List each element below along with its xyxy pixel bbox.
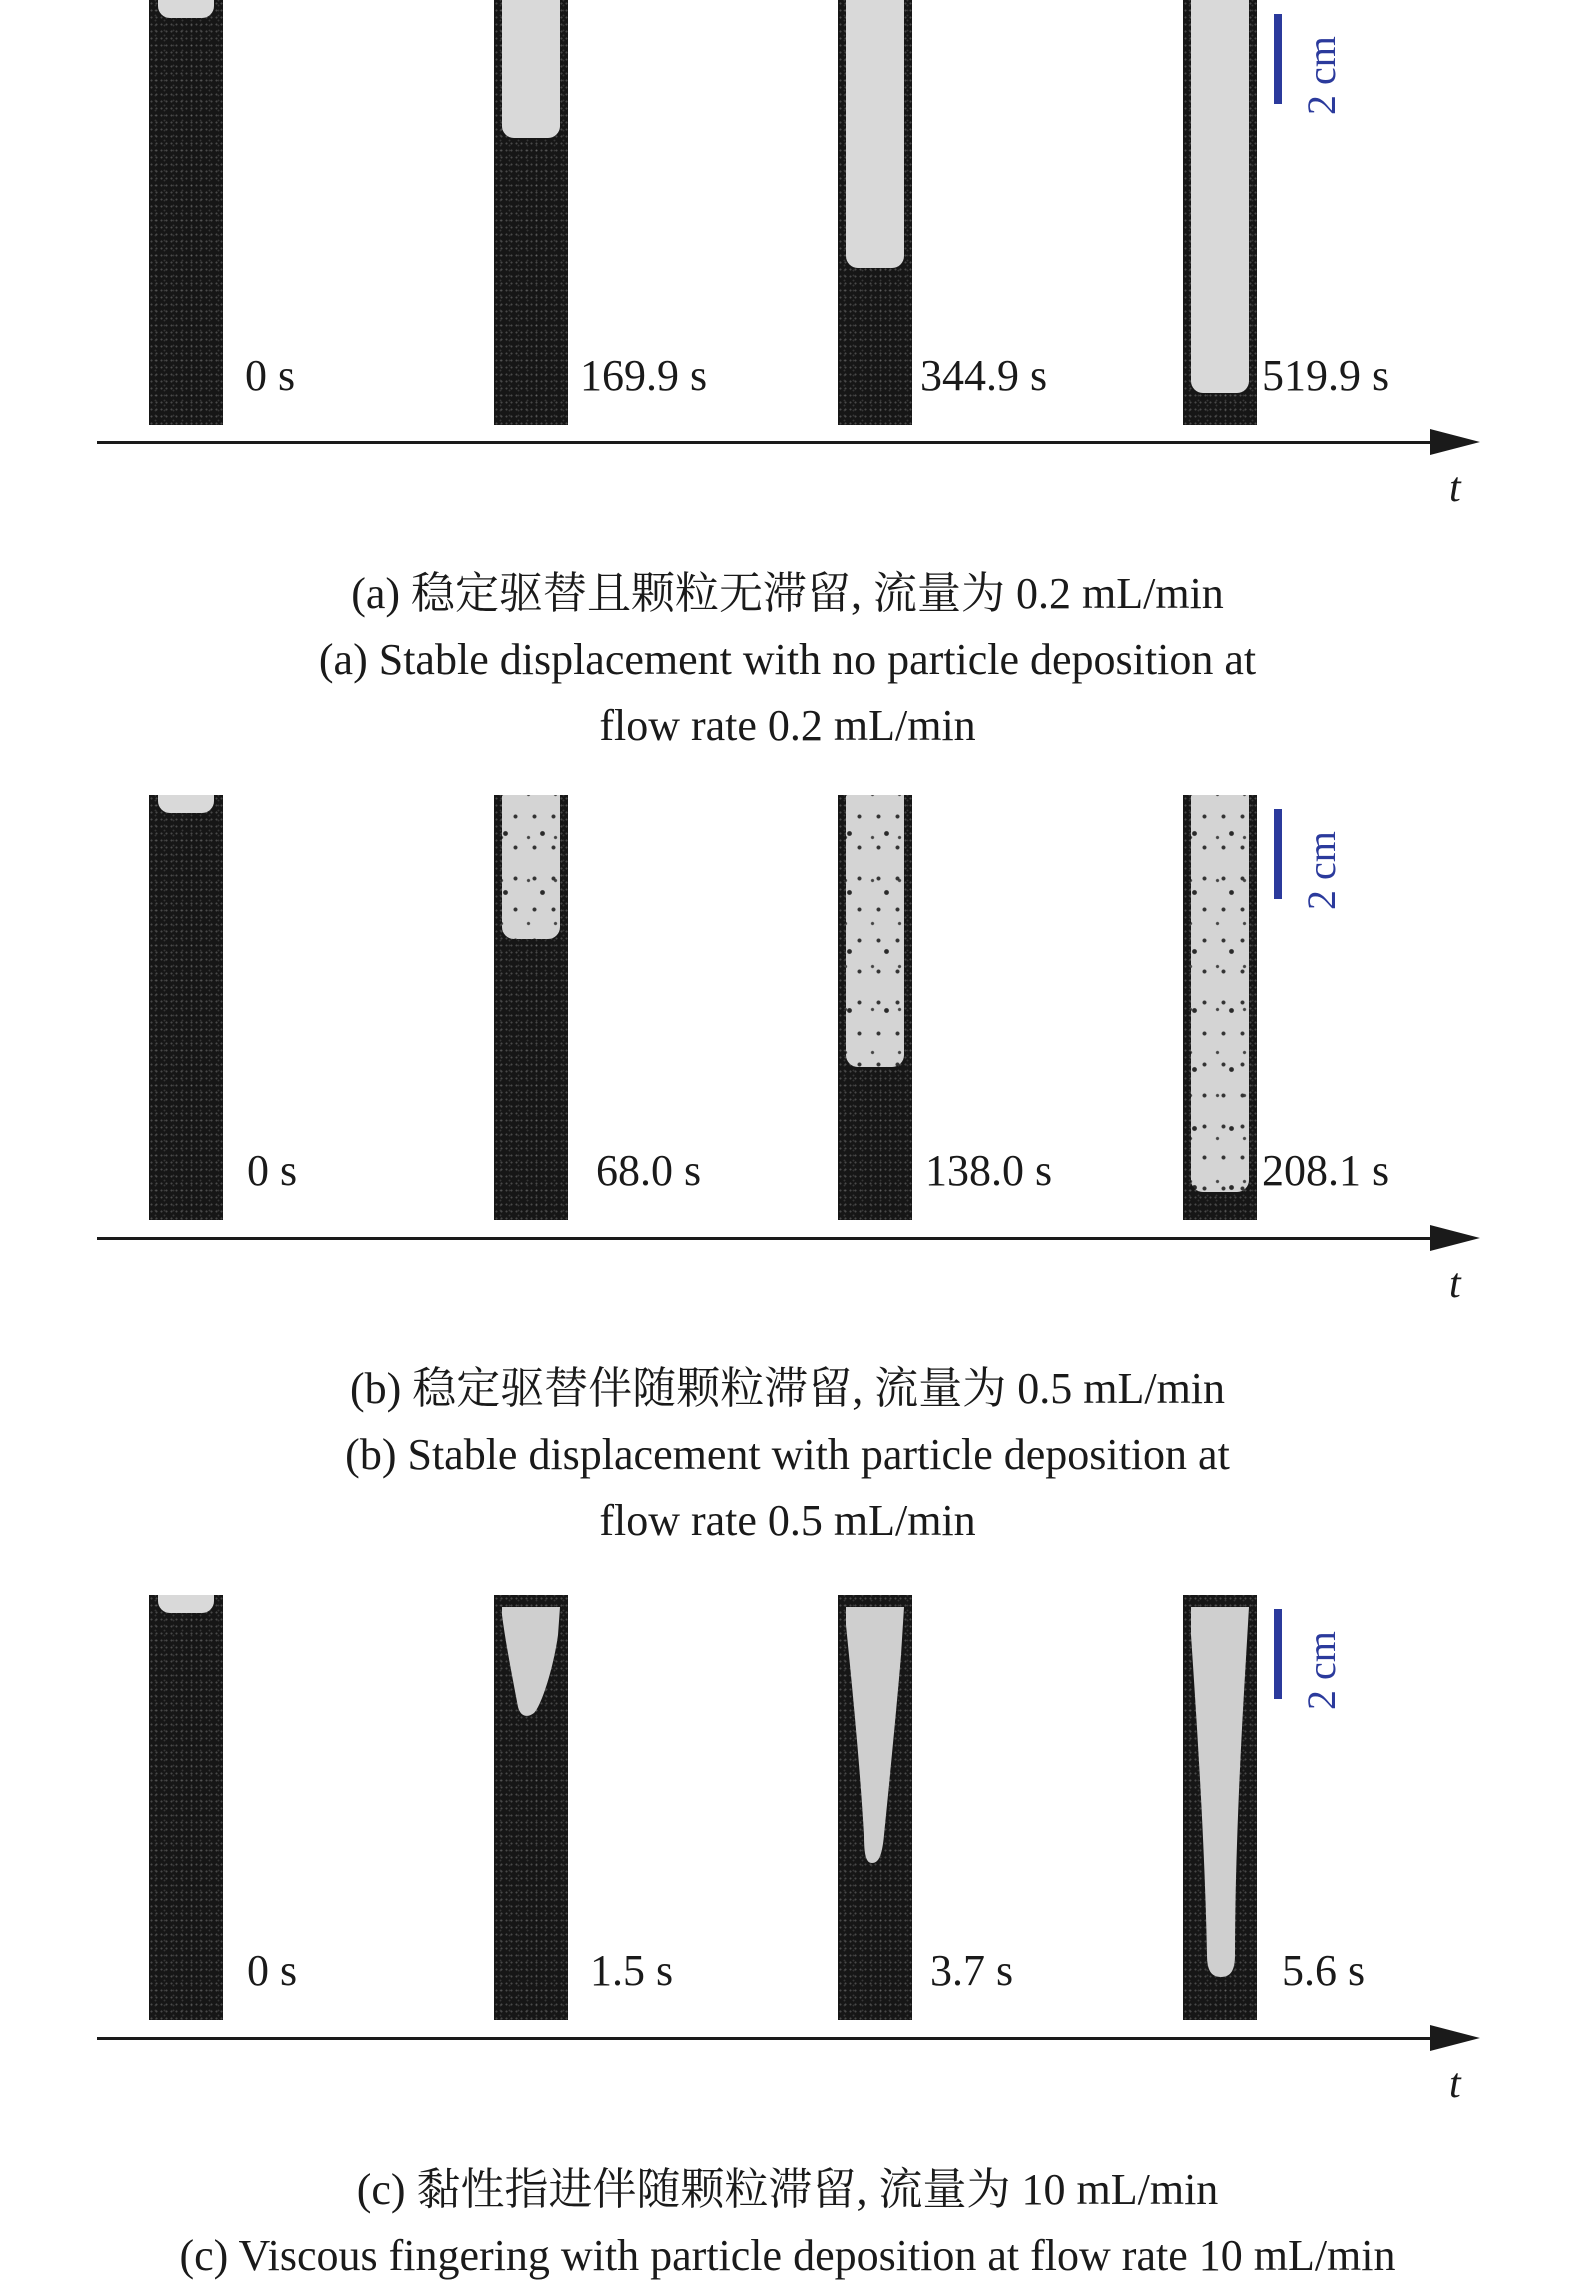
caption-english: (b) Stable displacement with particle deposition at	[345, 1430, 1230, 1479]
scale-bar	[1274, 809, 1282, 899]
scale-label: 2 cm	[1299, 831, 1344, 910]
time-label: 169.9 s	[580, 351, 708, 400]
tube-frame-b3	[838, 795, 912, 1220]
time-label: 3.7 s	[930, 1946, 1014, 1995]
displacing-fluid	[846, 0, 904, 268]
time-axis	[97, 1237, 1467, 1240]
time-label: 0 s	[247, 1946, 298, 1995]
time-axis-label: t	[1449, 2061, 1461, 2107]
viscous-finger	[838, 1595, 912, 2020]
scale-bar	[1274, 14, 1282, 104]
tube-frame-a3	[838, 0, 912, 425]
displacing-fluid	[1191, 0, 1249, 393]
caption-english-line2: flow rate 0.2 mL/min	[599, 701, 976, 750]
tube-frame-a1	[149, 0, 223, 425]
time-label: 68.0 s	[596, 1146, 702, 1195]
displacing-fluid	[158, 1595, 214, 1613]
tube-frame-a4	[1183, 0, 1257, 425]
caption-english-line2: flow rate 0.5 mL/min	[599, 1496, 976, 1545]
time-axis-arrowhead	[1430, 429, 1480, 455]
tube-frame-c2	[494, 1595, 568, 2020]
viscous-finger	[494, 1595, 568, 2020]
displacing-fluid	[158, 0, 214, 18]
time-label: 5.6 s	[1282, 1946, 1366, 1995]
caption-chinese: (c) 黏性指进伴随颗粒滞留, 流量为 10 mL/min	[356, 2165, 1219, 2214]
scale-bar	[1274, 1609, 1282, 1699]
displacing-fluid	[158, 795, 214, 813]
tube-frame-b1	[149, 795, 223, 1220]
time-axis-label: t	[1449, 1261, 1461, 1307]
panel-c	[0, 1595, 1575, 2294]
tube-frame-c4	[1183, 1595, 1257, 2020]
displacing-fluid	[502, 0, 560, 138]
tube-frame-b2	[494, 795, 568, 1220]
scale-label: 2 cm	[1299, 1631, 1344, 1710]
caption-english: (a) Stable displacement with no particle deposition at	[318, 635, 1257, 684]
tube-frame-b4	[1183, 795, 1257, 1220]
viscous-finger	[1183, 1595, 1257, 2020]
scale-label: 2 cm	[1299, 36, 1344, 115]
tube-frame-c1	[149, 1595, 223, 2020]
tube-frame-a2	[494, 0, 568, 425]
displacing-fluid-with-particles	[1191, 795, 1249, 1192]
time-label: 208.1 s	[1262, 1146, 1390, 1195]
time-axis-arrowhead	[1430, 2025, 1480, 2051]
time-axis	[97, 441, 1467, 444]
displacing-fluid-with-particles	[846, 795, 904, 1067]
panel-a	[0, 0, 1575, 760]
tube-frame-c3	[838, 1595, 912, 2020]
time-axis	[97, 2037, 1467, 2040]
time-label: 1.5 s	[590, 1946, 674, 1995]
caption-english: (c) Viscous fingering with particle deposition at flow rate 10 mL/min	[179, 2231, 1396, 2280]
displacing-fluid-with-particles	[502, 795, 560, 939]
time-label: 0 s	[245, 351, 296, 400]
time-label: 138.0 s	[925, 1146, 1053, 1195]
time-label: 0 s	[247, 1146, 298, 1195]
panel-b	[0, 795, 1575, 1555]
caption-chinese: (b) 稳定驱替伴随颗粒滞留, 流量为 0.5 mL/min	[349, 1364, 1226, 1413]
time-label: 344.9 s	[920, 351, 1048, 400]
time-label: 519.9 s	[1262, 351, 1390, 400]
caption-chinese: (a) 稳定驱替且颗粒无滞留, 流量为 0.2 mL/min	[351, 569, 1224, 618]
time-axis-arrowhead	[1430, 1225, 1480, 1251]
time-axis-label: t	[1449, 465, 1461, 511]
